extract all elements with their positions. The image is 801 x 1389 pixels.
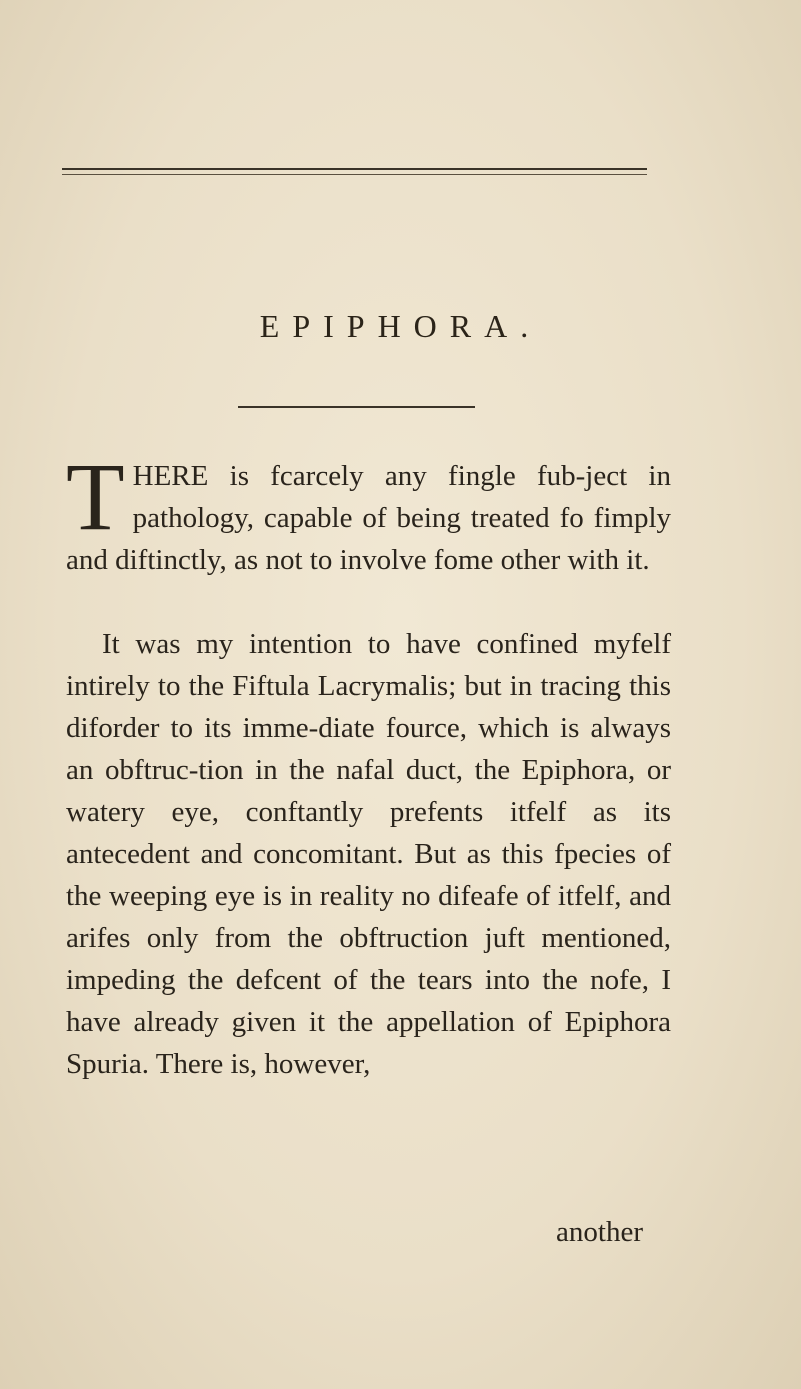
chapter-heading: EPIPHORA. — [259, 308, 542, 344]
top-rule — [62, 168, 647, 170]
body-text — [66, 443, 671, 1085]
heading-rule — [238, 406, 475, 408]
paragraph-1-text: HERE is fcarcely any fingle fub-ject in pathology, capable of being treated fo fimply and diftinctly, as not to involve fome other with it. — [66, 460, 671, 576]
catchword: another — [556, 1216, 643, 1248]
paragraph-2: It was my intention to have confined myfelf intirely to the Fiftula Lacrymalis; but in tracing this diforder to its imme-diate fource, which is always an obftruc-tion in the nafal duct, the Epiphora, or watery eye, conftantly prefents itfelf as its antecedent and concomitant. But as this fpecies of the weeping eye is in reality no difeafe of itfelf, and arifes only from the obftruction juft mentioned, impeding the defcent of the tears into the nofe, I have already given it the appellation of Epiphora Spuria. There is, however, — [66, 628, 671, 1080]
paragraph-1 — [66, 443, 671, 581]
drop-cap: T — [66, 443, 125, 550]
top-rule-thin — [62, 174, 647, 175]
